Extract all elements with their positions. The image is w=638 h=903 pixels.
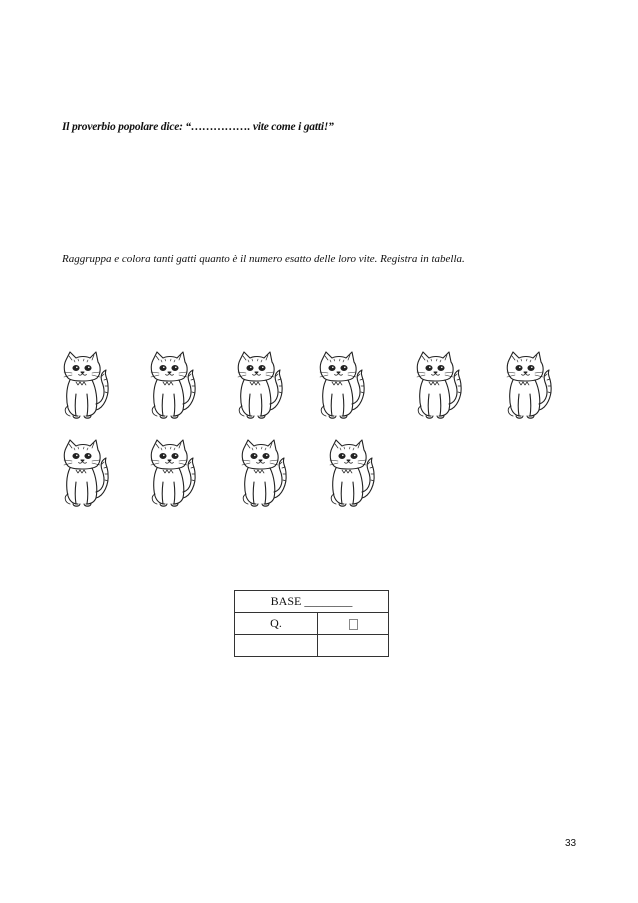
table-header-row — [235, 591, 389, 613]
table-cell-empty — [318, 635, 389, 657]
instruction-text: Raggruppa e colora tanti gatti quanto è il numero esatto delle loro vite. Registra in tabella. — [62, 253, 465, 265]
table-row — [235, 635, 389, 657]
cat-icon — [147, 438, 199, 508]
proverb-text: Il proverbio popolare dice: “……………. vite come i gatti!” — [62, 121, 334, 133]
table-cell-q: Q. — [235, 613, 318, 635]
base-header-cell: BASE ________ — [235, 591, 389, 613]
cat-icon — [326, 438, 378, 508]
page-number: 33 — [565, 838, 577, 849]
table-cell-units — [318, 613, 389, 635]
cat-icon — [503, 350, 555, 420]
table-row — [235, 613, 389, 635]
cat-icon — [413, 350, 465, 420]
cat-icon — [234, 350, 286, 420]
cat-icon — [147, 350, 199, 420]
table-cell-empty — [235, 635, 318, 657]
cat-icon — [316, 350, 368, 420]
missing-glyph-icon — [349, 619, 358, 630]
cat-icon — [60, 438, 112, 508]
base-table — [234, 590, 389, 657]
cat-icon — [60, 350, 112, 420]
cat-icon — [238, 438, 290, 508]
